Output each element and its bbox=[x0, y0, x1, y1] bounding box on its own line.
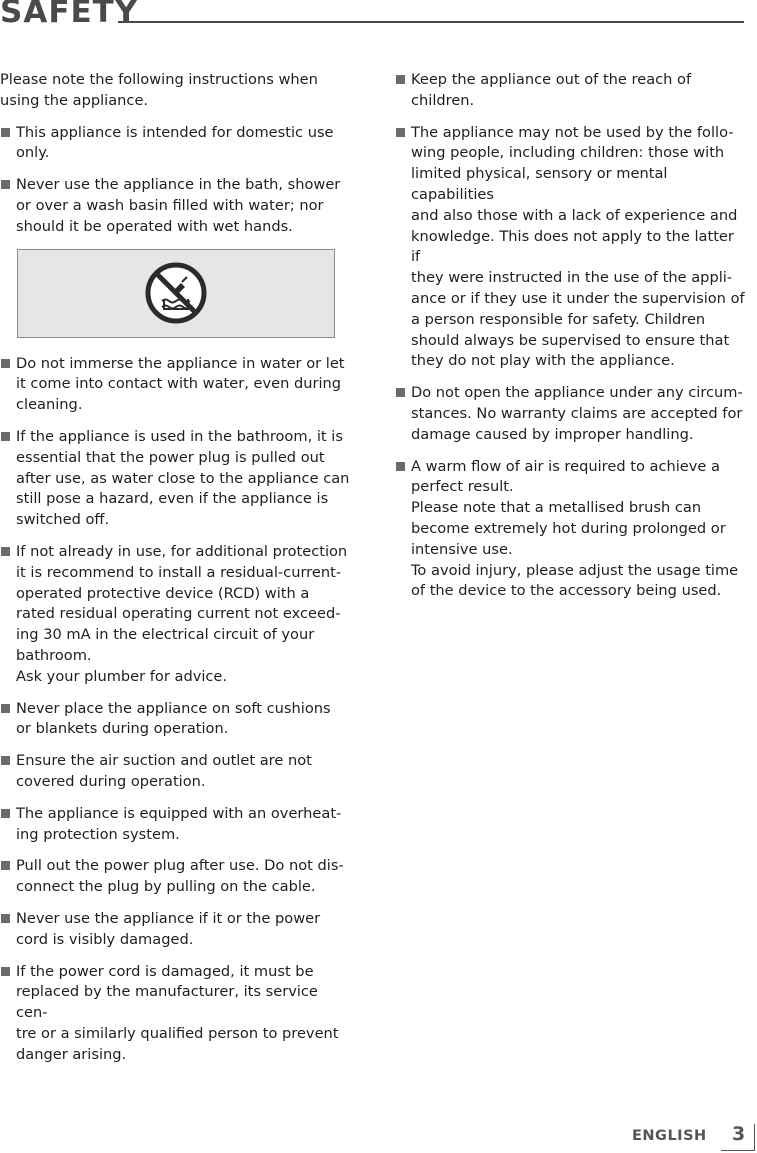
item-line: ing 30 mA in the electrical circuit of your bbox=[16, 626, 315, 644]
square-bullet-icon bbox=[1, 756, 10, 765]
square-bullet-icon bbox=[396, 75, 405, 84]
item-line: Never place the appliance on soft cushions bbox=[16, 699, 331, 717]
item-line: ing protection system. bbox=[16, 825, 180, 843]
item-line: rated residual operating current not exceed- bbox=[16, 605, 341, 623]
square-bullet-icon bbox=[1, 128, 10, 137]
right-column bbox=[395, 70, 747, 613]
page-number-rule bbox=[721, 1150, 754, 1151]
left-column bbox=[0, 70, 350, 1076]
item-line: Ensure the air suction and outlet are not bbox=[16, 752, 312, 770]
item-line: knowledge. This does not apply to the latter if bbox=[411, 227, 734, 266]
item-line: damage caused by improper handling. bbox=[411, 425, 694, 443]
item-line: If the power cord is damaged, it must be bbox=[16, 962, 314, 980]
item-line: tre or a similarly qualified person to prevent bbox=[16, 1024, 339, 1042]
square-bullet-icon bbox=[1, 432, 10, 441]
item-line: only. bbox=[16, 144, 50, 162]
item-line: should always be supervised to ensure that bbox=[411, 331, 730, 349]
item-line: If not already in use, for additional protection bbox=[16, 542, 348, 560]
item-line: after use, as water close to the appliance can bbox=[16, 469, 350, 487]
item-line: Never use the appliance if it or the power bbox=[16, 909, 321, 927]
item-line: To avoid injury, please adjust the usage time bbox=[411, 561, 739, 579]
item-line: children. bbox=[411, 91, 475, 109]
square-bullet-icon bbox=[1, 861, 10, 870]
item-line: Please note that a metallised brush can bbox=[411, 499, 702, 517]
page-number: 3 bbox=[732, 1123, 746, 1145]
page-title: SAFETY bbox=[0, 0, 139, 30]
item-line: Ask your plumber for advice. bbox=[16, 667, 228, 685]
item-line: bathroom. bbox=[16, 646, 92, 664]
item-line: they do not play with the appliance. bbox=[411, 352, 675, 370]
intro-paragraph bbox=[0, 70, 350, 112]
list-item bbox=[0, 699, 350, 741]
square-bullet-icon bbox=[1, 359, 10, 368]
item-line: cleaning. bbox=[16, 396, 83, 414]
item-line: connect the plug by pulling on the cable. bbox=[16, 878, 316, 896]
item-line: still pose a hazard, even if the appliance is bbox=[16, 490, 329, 508]
item-line: of the device to the accessory being used. bbox=[411, 582, 722, 600]
item-line: stances. No warranty claims are accepted for bbox=[411, 404, 743, 422]
item-line: it is recommend to install a residual-current- bbox=[16, 563, 342, 581]
list-item bbox=[0, 354, 350, 416]
item-line: it come into contact with water, even during bbox=[16, 375, 342, 393]
square-bullet-icon bbox=[1, 704, 10, 713]
list-item bbox=[395, 457, 747, 603]
item-line: Do not open the appliance under any circum- bbox=[411, 384, 743, 402]
item-line: replaced by the manufacturer, its service cen- bbox=[16, 983, 318, 1022]
square-bullet-icon bbox=[1, 809, 10, 818]
square-bullet-icon bbox=[396, 128, 405, 137]
item-line: become extremely hot during prolonged or bbox=[411, 519, 726, 537]
item-line: intensive use. bbox=[411, 540, 513, 558]
list-item bbox=[0, 962, 350, 1066]
list-item bbox=[0, 427, 350, 531]
item-line: or blankets during operation. bbox=[16, 720, 229, 738]
item-line: Never use the appliance in the bath, shower bbox=[16, 176, 341, 194]
item-line: and also those with a lack of experience and bbox=[411, 206, 738, 224]
page-number-rule bbox=[754, 1124, 755, 1151]
list-item bbox=[0, 909, 350, 951]
list-item bbox=[395, 70, 747, 112]
list-item bbox=[0, 804, 350, 846]
item-line: a person responsible for safety. Children bbox=[411, 310, 706, 328]
item-line: Keep the appliance out of the reach of bbox=[411, 71, 692, 88]
list-item bbox=[0, 856, 350, 898]
item-line: The appliance may not be used by the follo- bbox=[411, 123, 734, 141]
item-line: If the appliance is used in the bathroom, it is bbox=[16, 427, 343, 445]
item-line: cord is visibly damaged. bbox=[16, 930, 194, 948]
item-line: The appliance is equipped with an overheat- bbox=[16, 804, 342, 822]
title-rule bbox=[118, 21, 744, 23]
item-line: ance or if they use it under the supervision of bbox=[411, 289, 745, 307]
item-line: covered during operation. bbox=[16, 772, 206, 790]
item-line: Pull out the power plug after use. Do not dis- bbox=[16, 857, 344, 875]
footer-language: ENGLISH bbox=[632, 1128, 707, 1144]
list-item bbox=[0, 751, 350, 793]
item-line: essential that the power plug is pulled out bbox=[16, 448, 325, 466]
square-bullet-icon bbox=[396, 388, 405, 397]
item-line: perfect result. bbox=[411, 478, 514, 496]
list-item bbox=[0, 175, 350, 237]
item-line: danger arising. bbox=[16, 1045, 127, 1063]
square-bullet-icon bbox=[1, 914, 10, 923]
warning-icon-panel bbox=[17, 249, 335, 338]
item-line: operated protective device (RCD) with a bbox=[16, 584, 310, 602]
intro-line: Please note the following instructions when bbox=[0, 71, 318, 88]
square-bullet-icon bbox=[396, 462, 405, 471]
square-bullet-icon bbox=[1, 547, 10, 556]
square-bullet-icon bbox=[1, 967, 10, 976]
item-line: limited physical, sensory or mental capabilities bbox=[411, 165, 668, 203]
item-line: or over a wash basin filled with water; nor bbox=[16, 196, 324, 214]
item-line: This appliance is intended for domestic use bbox=[16, 123, 334, 141]
item-line: switched off. bbox=[16, 511, 110, 529]
item-line: they were instructed in the use of the appli- bbox=[411, 269, 733, 287]
list-item bbox=[395, 123, 747, 373]
list-item bbox=[0, 123, 350, 165]
item-line: wing people, including children: those with bbox=[411, 144, 725, 162]
list-item bbox=[0, 542, 350, 688]
no-water-near-appliance-icon bbox=[144, 261, 208, 325]
item-line: Do not immerse the appliance in water or let bbox=[16, 354, 345, 372]
square-bullet-icon bbox=[1, 180, 10, 189]
intro-line: using the appliance. bbox=[0, 91, 149, 109]
item-line: A warm flow of air is required to achieve a bbox=[411, 457, 720, 475]
item-line: should it be operated with wet hands. bbox=[16, 217, 293, 235]
list-item bbox=[395, 383, 747, 445]
